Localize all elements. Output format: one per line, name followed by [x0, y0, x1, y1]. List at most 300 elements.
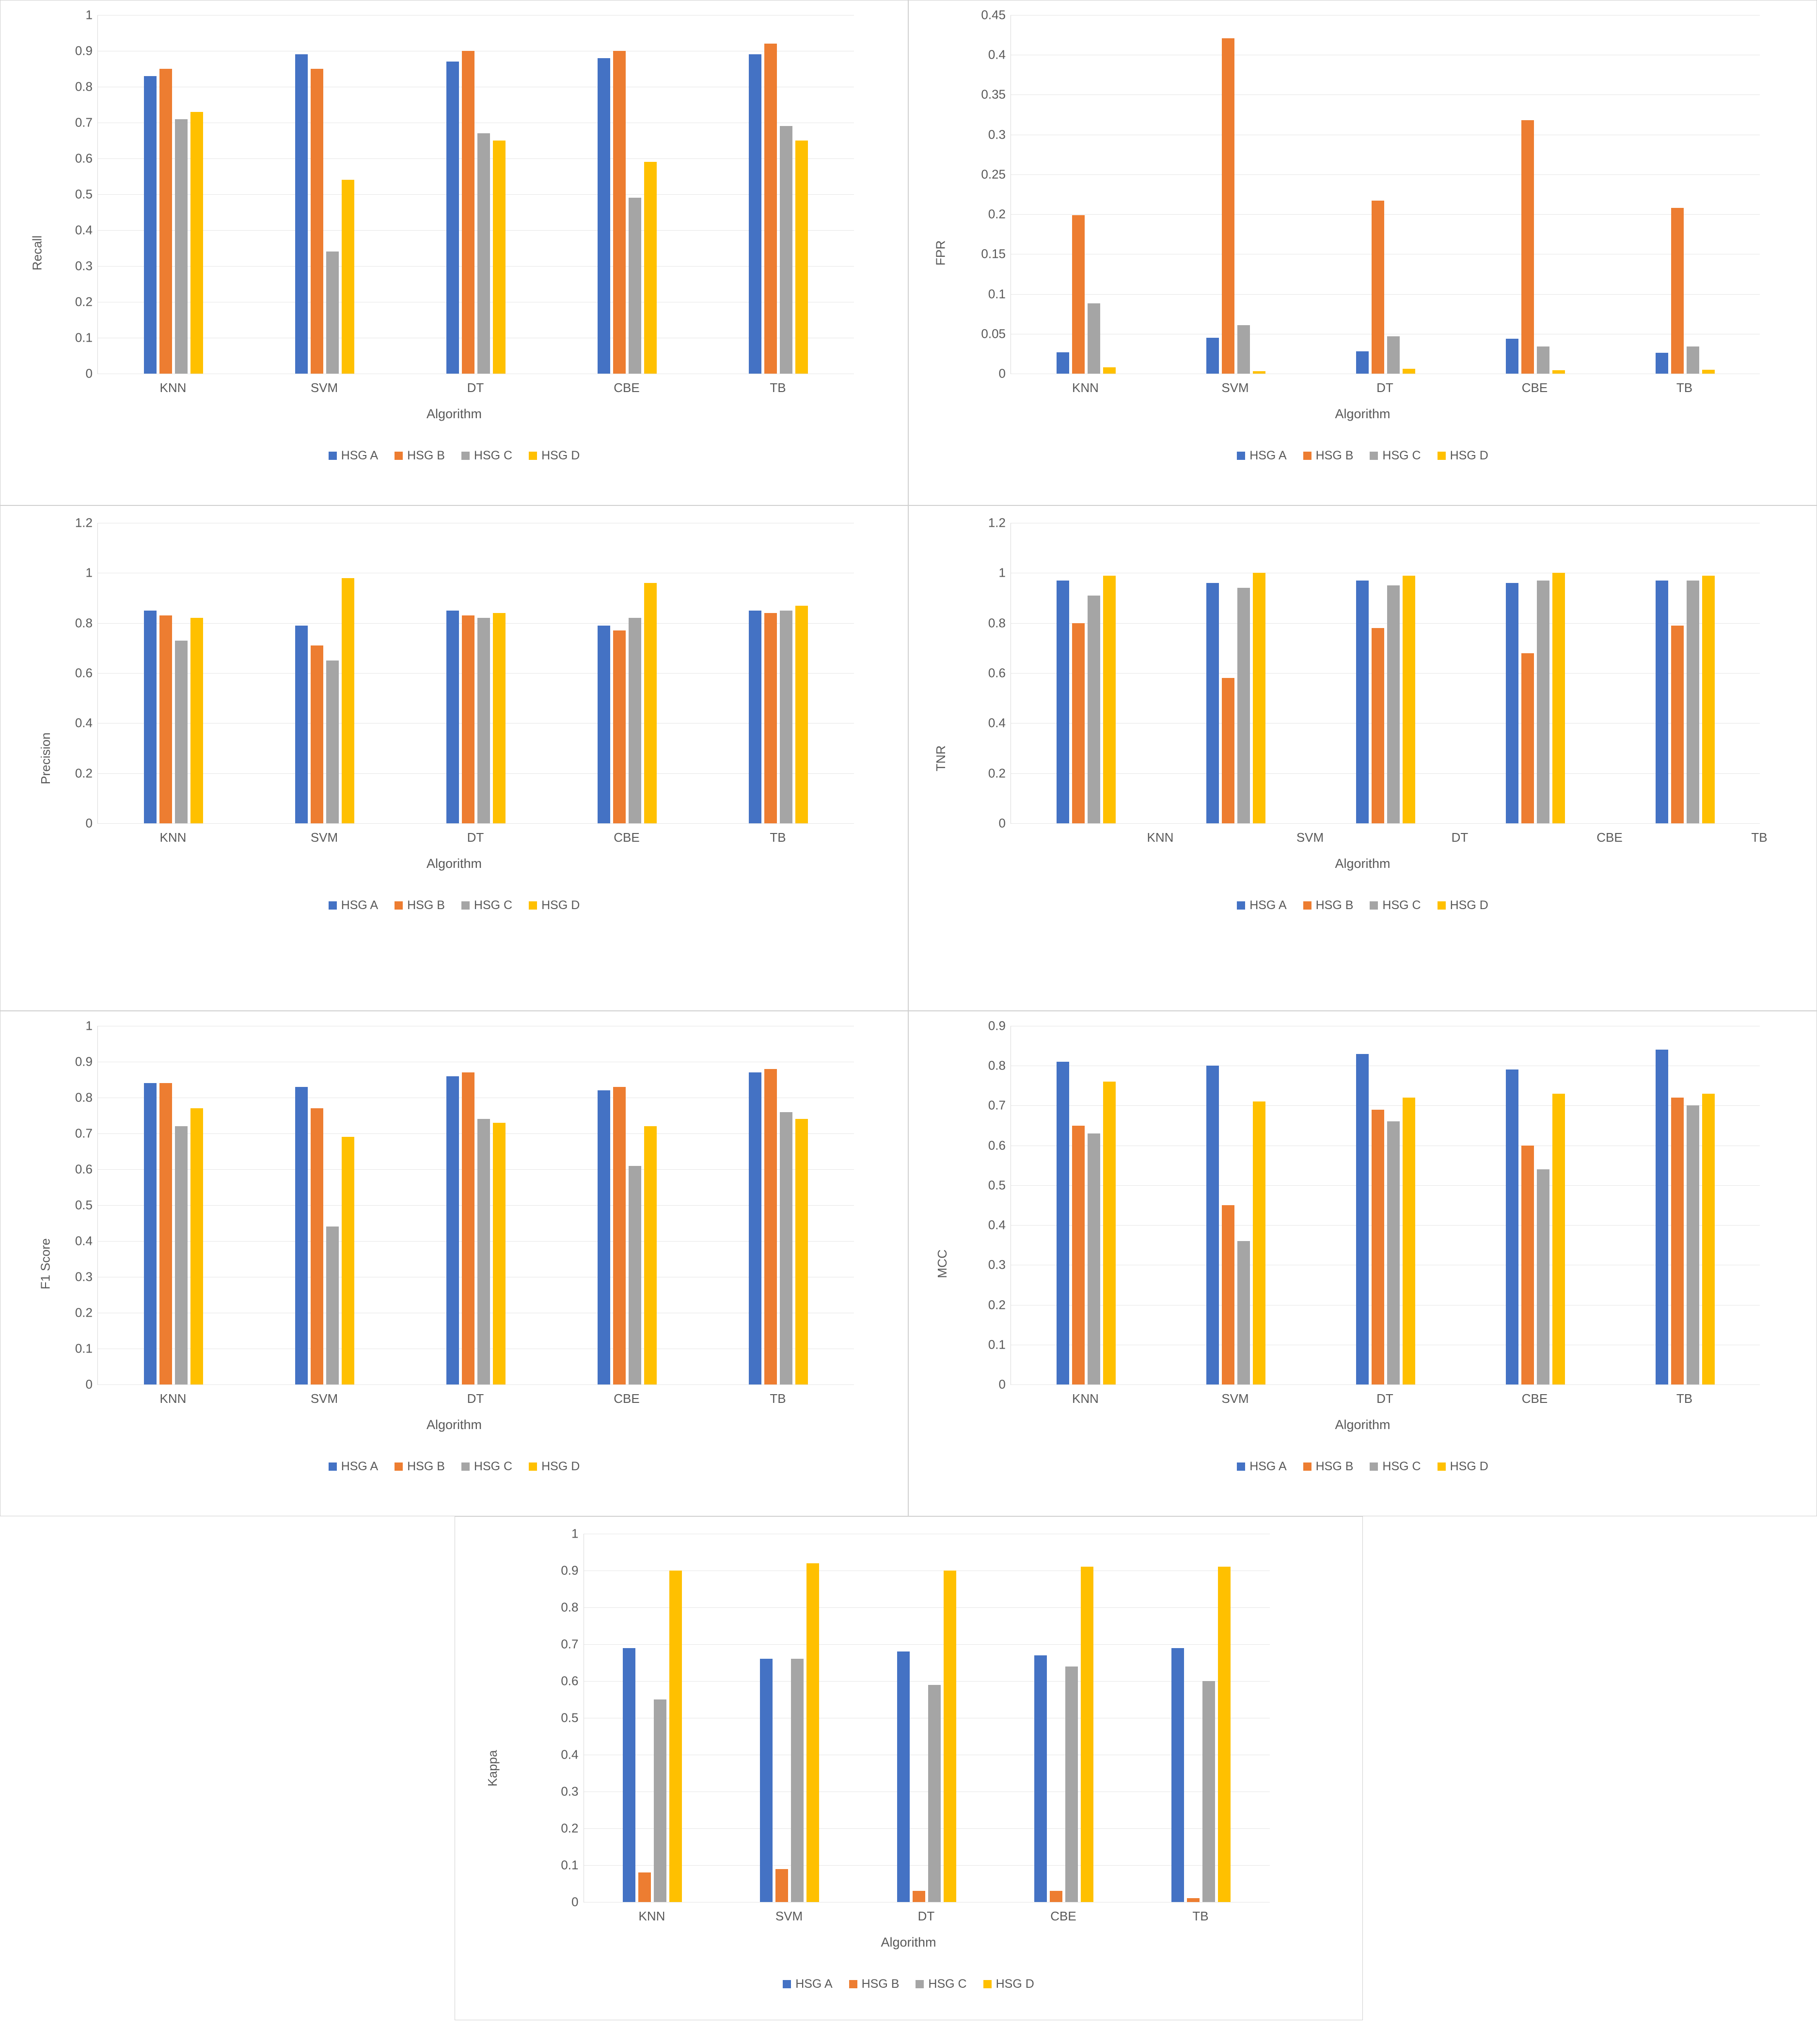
bar-hsg-b — [638, 1872, 651, 1902]
legend-label: HSG C — [474, 449, 513, 462]
bar-group — [98, 523, 249, 823]
y-tick-label: 0.4 — [561, 1747, 579, 1762]
gridline — [1011, 823, 1760, 824]
legend-label: HSG C — [1382, 1460, 1421, 1473]
y-tick-label: 0.9 — [75, 1054, 93, 1069]
legend-item-hsg-c[interactable] — [461, 449, 512, 463]
legend-label: HSG D — [541, 1460, 580, 1473]
legend-item-hsg-b[interactable] — [849, 1977, 900, 1991]
bar-group — [249, 1026, 400, 1384]
bar-hsg-a — [1171, 1648, 1184, 1902]
y-axis-title: Recall — [30, 235, 45, 270]
chart-panel-mcc — [908, 1011, 1817, 1516]
y-axis-title: MCC — [935, 1249, 950, 1278]
bar-hsg-c — [1237, 588, 1250, 823]
bar-hsg-d — [190, 1108, 203, 1384]
legend-swatch-icon — [1370, 452, 1378, 460]
legend-swatch-icon — [529, 1462, 537, 1471]
y-tick-label: 0.1 — [988, 286, 1006, 301]
y-tick-label: 0.8 — [75, 79, 93, 94]
legend — [0, 1460, 908, 1474]
bar-hsg-d — [1253, 371, 1265, 374]
chart-panel-precision — [0, 505, 908, 1011]
x-tick-label: DT — [917, 1909, 935, 1923]
bar-groups — [1011, 1026, 1760, 1384]
bar-hsg-a — [446, 611, 459, 823]
bar-group — [1610, 523, 1760, 823]
bar-hsg-d — [1702, 576, 1715, 824]
chart-area — [0, 1011, 908, 1516]
y-tick-label: 0.9 — [988, 1018, 1006, 1033]
y-axis-ticks — [49, 1018, 93, 1392]
legend — [0, 898, 908, 912]
legend-label: HSG C — [474, 1460, 513, 1473]
legend-item-hsg-b[interactable] — [395, 1460, 445, 1474]
bar-group — [1311, 1026, 1460, 1384]
y-tick-label: 0.3 — [988, 1257, 1006, 1272]
y-tick-label: 0.6 — [75, 1162, 93, 1177]
y-tick-label: 1 — [85, 1018, 93, 1033]
bar-group — [584, 1534, 721, 1902]
bar-hsg-b — [159, 1083, 172, 1384]
y-tick-label: 0.6 — [75, 665, 93, 680]
y-axis-title: TNR — [933, 745, 948, 771]
bar-hsg-d — [944, 1571, 956, 1902]
gridline — [1011, 1384, 1760, 1385]
legend-item-hsg-a[interactable] — [783, 1977, 832, 1991]
legend-label: HSG C — [1382, 449, 1421, 462]
bar-hsg-c — [1387, 1121, 1400, 1384]
x-axis-title: Algorithm — [426, 407, 482, 421]
bar-hsg-a — [1206, 583, 1219, 823]
bar-hsg-d — [644, 583, 657, 823]
legend-item-hsg-d[interactable] — [1438, 1460, 1488, 1474]
legend — [909, 1460, 1817, 1474]
legend-swatch-icon — [1237, 452, 1245, 460]
bar-hsg-a — [1057, 352, 1069, 374]
bar-hsg-b — [1222, 1205, 1234, 1384]
bar-group — [1610, 15, 1760, 374]
legend-item-hsg-b[interactable] — [1303, 449, 1354, 463]
legend-swatch-icon — [1303, 452, 1311, 460]
y-tick-label: 0.25 — [981, 167, 1006, 182]
y-axis-ticks — [962, 7, 1006, 381]
x-tick-label: TB — [770, 380, 786, 395]
y-axis-title: Kappa — [485, 1750, 500, 1787]
legend-label: HSG D — [1450, 1460, 1488, 1473]
legend-swatch-icon — [395, 452, 403, 460]
legend-label: HSG A — [795, 1977, 833, 1991]
y-tick-label: 0.2 — [988, 766, 1006, 781]
bar-hsg-d — [669, 1571, 682, 1902]
bar-hsg-b — [1521, 653, 1534, 823]
y-tick-label: 0.8 — [561, 1600, 579, 1615]
y-tick-label: 0.8 — [988, 615, 1006, 630]
y-tick-label: 0.2 — [75, 766, 93, 781]
bar-group — [703, 1026, 854, 1384]
bar-group — [1460, 1026, 1610, 1384]
legend-item-hsg-b[interactable] — [1303, 898, 1354, 912]
bar-hsg-b — [1072, 623, 1085, 823]
bar-hsg-b — [1671, 1098, 1684, 1384]
legend-item-hsg-a[interactable] — [329, 449, 378, 463]
y-tick-label: 0.3 — [561, 1784, 579, 1799]
y-tick-label: 0.7 — [75, 115, 93, 130]
bar-hsg-c — [629, 198, 641, 374]
bar-hsg-a — [295, 1087, 308, 1384]
x-axis-title: Algorithm — [1335, 407, 1390, 421]
legend-label: HSG C — [1382, 898, 1421, 912]
bar-hsg-c — [780, 1112, 792, 1384]
bar-hsg-b — [764, 44, 777, 374]
bar-hsg-a — [1656, 1050, 1668, 1384]
bar-hsg-b — [462, 1072, 474, 1384]
y-tick-label: 0.5 — [988, 1178, 1006, 1193]
bar-hsg-b — [1521, 120, 1534, 374]
bar-hsg-a — [295, 54, 308, 374]
legend-item-hsg-b[interactable] — [395, 898, 445, 912]
bar-hsg-c — [780, 611, 792, 823]
legend-swatch-icon — [1303, 901, 1311, 910]
legend-item-hsg-a[interactable] — [1237, 449, 1286, 463]
y-tick-label: 0.1 — [75, 330, 93, 345]
y-tick-label: 0.4 — [75, 222, 93, 237]
bar-hsg-a — [598, 58, 610, 374]
legend-item-hsg-d[interactable] — [983, 1977, 1034, 1991]
legend-item-hsg-d[interactable] — [529, 898, 580, 912]
x-tick-label: CBE — [614, 380, 640, 395]
legend-swatch-icon — [461, 1462, 470, 1471]
legend-item-hsg-a[interactable] — [329, 898, 378, 912]
bar-hsg-a — [144, 76, 157, 374]
y-tick-label: 0.15 — [981, 246, 1006, 261]
plot-area — [97, 523, 854, 824]
x-tick-label: CBE — [1521, 380, 1548, 395]
legend-item-hsg-b[interactable] — [395, 449, 445, 463]
x-axis-title: Algorithm — [426, 1417, 482, 1432]
legend — [0, 449, 908, 463]
plot-area — [97, 1026, 854, 1385]
bar-hsg-c — [326, 660, 339, 823]
bar-hsg-d — [1403, 1098, 1415, 1384]
y-axis-ticks — [962, 515, 1006, 831]
legend-swatch-icon — [529, 901, 537, 910]
bar-hsg-a — [446, 62, 459, 374]
legend-item-hsg-c[interactable] — [461, 898, 512, 912]
bar-hsg-c — [1387, 336, 1400, 374]
legend-swatch-icon — [1438, 452, 1446, 460]
legend-item-hsg-c[interactable] — [1370, 1460, 1421, 1474]
bar-hsg-d — [190, 112, 203, 374]
x-tick-label: SVM — [1221, 380, 1249, 395]
y-axis-ticks — [535, 1526, 579, 1909]
bar-group — [400, 523, 552, 823]
x-axis-labels — [1011, 380, 1759, 395]
y-tick-label: 0.4 — [75, 1233, 93, 1248]
bar-hsg-c — [1537, 346, 1549, 374]
bar-hsg-a — [1506, 339, 1518, 374]
bar-hsg-d — [1552, 370, 1565, 374]
x-axis-labels — [97, 1391, 853, 1406]
x-tick-label: CBE — [1596, 830, 1623, 845]
chart-panel-f1-score — [0, 1011, 908, 1516]
legend-item-hsg-d[interactable] — [1438, 449, 1488, 463]
bar-group — [703, 523, 854, 823]
x-axis-labels — [1011, 1391, 1759, 1406]
bar-hsg-a — [144, 611, 157, 823]
bar-hsg-a — [1656, 353, 1668, 374]
legend-swatch-icon — [395, 1462, 403, 1471]
bar-hsg-d — [1103, 1082, 1116, 1384]
y-tick-label: 0.5 — [75, 1197, 93, 1212]
bar-hsg-d — [342, 1137, 354, 1384]
x-axis-labels — [584, 1909, 1269, 1924]
legend-swatch-icon — [1370, 901, 1378, 910]
y-tick-label: 0.6 — [988, 665, 1006, 680]
bar-hsg-b — [1521, 1146, 1534, 1384]
y-tick-label: 1 — [85, 7, 93, 22]
bar-hsg-a — [598, 626, 610, 823]
y-tick-label: 1.2 — [75, 515, 93, 530]
y-tick-label: 0.4 — [988, 715, 1006, 730]
x-axis-labels — [97, 380, 853, 395]
charts-bottom-row — [0, 1516, 1817, 2020]
legend-item-hsg-c[interactable] — [1370, 449, 1421, 463]
bar-hsg-d — [795, 1119, 808, 1384]
legend-label: HSG A — [341, 1460, 379, 1473]
legend-label: HSG D — [541, 449, 580, 462]
bar-group — [400, 15, 552, 374]
chart-area — [0, 0, 908, 505]
x-tick-label: DT — [467, 1391, 484, 1406]
bar-hsg-a — [1034, 1655, 1047, 1902]
bar-hsg-d — [644, 162, 657, 374]
gridline — [98, 1384, 854, 1385]
bar-hsg-c — [1687, 1105, 1699, 1384]
x-tick-label: CBE — [1050, 1909, 1076, 1923]
legend-item-hsg-a[interactable] — [1237, 1460, 1286, 1474]
x-tick-label: SVM — [775, 1909, 803, 1923]
bar-hsg-b — [1372, 201, 1384, 374]
x-tick-label: SVM — [310, 830, 338, 845]
legend-swatch-icon — [1438, 1462, 1446, 1471]
legend-swatch-icon — [461, 901, 470, 910]
y-axis-ticks — [962, 1018, 1006, 1392]
chart-area — [909, 506, 1817, 1010]
bar-hsg-c — [477, 1119, 490, 1384]
bar-hsg-c — [1687, 581, 1699, 823]
y-tick-label: 0.3 — [75, 1269, 93, 1284]
x-tick-label: DT — [1451, 830, 1469, 845]
plot-area — [584, 1534, 1270, 1902]
bar-group — [1311, 15, 1460, 374]
bar-hsg-a — [1356, 581, 1369, 823]
plot-area — [1011, 1026, 1760, 1385]
bar-hsg-a — [623, 1648, 635, 1902]
x-tick-label: SVM — [1296, 830, 1324, 845]
bar-hsg-c — [1537, 581, 1549, 823]
y-tick-label: 0.8 — [988, 1058, 1006, 1073]
bar-groups — [1011, 523, 1760, 823]
legend-label: HSG D — [541, 898, 580, 912]
legend-item-hsg-c[interactable] — [461, 1460, 512, 1474]
legend-item-hsg-c[interactable] — [916, 1977, 966, 1991]
x-tick-label: KNN — [1072, 1391, 1099, 1406]
legend-label: HSG B — [407, 449, 445, 462]
x-tick-label: SVM — [310, 380, 338, 395]
y-tick-label: 0.2 — [988, 206, 1006, 221]
x-tick-label: KNN — [159, 380, 187, 395]
bar-group — [858, 1534, 995, 1902]
y-tick-label: 0.9 — [75, 43, 93, 58]
bar-hsg-c — [629, 618, 641, 823]
legend-label: HSG A — [341, 898, 379, 912]
y-axis-title: FPR — [933, 240, 948, 266]
bar-hsg-c — [1088, 1133, 1100, 1384]
plot-area — [1011, 15, 1760, 374]
bar-hsg-a — [144, 1083, 157, 1384]
y-tick-label: 0.4 — [75, 715, 93, 730]
legend-swatch-icon — [1303, 1462, 1311, 1471]
bar-hsg-a — [1057, 1062, 1069, 1384]
bar-group — [400, 1026, 552, 1384]
bar-hsg-d — [1218, 1567, 1231, 1902]
y-tick-label: 0.3 — [75, 258, 93, 273]
y-axis-ticks — [49, 7, 93, 381]
chart-area — [455, 1517, 1362, 2020]
bar-hsg-b — [311, 645, 323, 823]
bar-group — [721, 1534, 858, 1902]
bar-hsg-b — [1372, 1110, 1384, 1384]
plot-area — [97, 15, 854, 374]
x-axis-title: Algorithm — [881, 1935, 936, 1950]
x-tick-label: DT — [467, 830, 484, 845]
bar-hsg-d — [493, 1123, 506, 1384]
bar-hsg-c — [1202, 1681, 1215, 1902]
y-tick-label: 0.4 — [988, 47, 1006, 62]
x-axis-title: Algorithm — [1335, 856, 1390, 871]
legend-swatch-icon — [849, 1980, 857, 1988]
bar-hsg-d — [190, 618, 203, 823]
chart-area — [0, 506, 908, 1010]
bar-hsg-c — [1088, 303, 1100, 374]
legend-item-hsg-d[interactable] — [529, 449, 580, 463]
x-tick-label: SVM — [310, 1391, 338, 1406]
bar-hsg-c — [1065, 1667, 1078, 1902]
bar-hsg-d — [795, 141, 808, 374]
bar-hsg-c — [1237, 1241, 1250, 1384]
bar-group — [1011, 1026, 1161, 1384]
bar-groups — [1011, 15, 1760, 374]
x-tick-label: KNN — [159, 1391, 187, 1406]
legend-item-hsg-a[interactable] — [329, 1460, 378, 1474]
y-axis-ticks — [49, 515, 93, 831]
legend-label: HSG B — [1315, 898, 1354, 912]
y-tick-label: 0.2 — [75, 294, 93, 309]
x-tick-label: TB — [1192, 1909, 1209, 1923]
bar-hsg-a — [749, 611, 761, 823]
y-tick-label: 0.1 — [561, 1857, 579, 1872]
bar-hsg-a — [1506, 1069, 1518, 1384]
bar-hsg-d — [493, 141, 506, 374]
legend-label: HSG B — [407, 898, 445, 912]
bar-hsg-c — [326, 1226, 339, 1384]
legend-swatch-icon — [1237, 1462, 1245, 1471]
y-tick-label: 0.5 — [75, 187, 93, 202]
x-tick-label: KNN — [638, 1909, 665, 1923]
bar-hsg-b — [311, 69, 323, 374]
y-tick-label: 0.4 — [988, 1217, 1006, 1232]
x-tick-label: DT — [1376, 380, 1393, 395]
bar-group — [1460, 15, 1610, 374]
x-tick-label: TB — [770, 830, 786, 845]
bar-hsg-b — [1671, 626, 1684, 823]
bar-group — [1133, 1534, 1270, 1902]
bar-hsg-c — [326, 252, 339, 374]
bar-group — [1161, 1026, 1311, 1384]
bar-hsg-a — [760, 1659, 773, 1902]
legend-label: HSG B — [407, 1460, 445, 1473]
y-tick-label: 0.6 — [988, 1138, 1006, 1153]
y-tick-label: 0.8 — [75, 1090, 93, 1105]
bar-hsg-b — [1072, 215, 1085, 374]
y-tick-label: 0.05 — [981, 326, 1006, 341]
bar-hsg-d — [1403, 369, 1415, 374]
bar-hsg-c — [477, 133, 490, 374]
chart-panel-kappa — [455, 1516, 1363, 2020]
bar-group — [703, 15, 854, 374]
bar-hsg-d — [1552, 1094, 1565, 1384]
legend-item-hsg-d[interactable] — [1438, 898, 1488, 912]
bar-hsg-d — [342, 180, 354, 374]
legend-item-hsg-a[interactable] — [1237, 898, 1286, 912]
legend-item-hsg-b[interactable] — [1303, 1460, 1354, 1474]
bar-group — [98, 1026, 249, 1384]
y-tick-label: 0.2 — [75, 1305, 93, 1320]
legend-label: HSG B — [861, 1977, 900, 1991]
legend-label: HSG A — [341, 449, 379, 462]
bar-group — [249, 523, 400, 823]
x-tick-label: CBE — [614, 1391, 640, 1406]
legend-swatch-icon — [329, 1462, 337, 1471]
chart-panel-tnr — [908, 505, 1817, 1011]
bar-group — [552, 523, 703, 823]
y-tick-label: 0 — [998, 816, 1006, 831]
bar-hsg-a — [1356, 351, 1369, 374]
legend-label: HSG D — [1450, 898, 1488, 912]
y-tick-label: 0.2 — [561, 1821, 579, 1836]
bar-group — [995, 1534, 1133, 1902]
legend-item-hsg-c[interactable] — [1370, 898, 1421, 912]
y-tick-label: 0.7 — [75, 1126, 93, 1141]
bar-group — [552, 15, 703, 374]
bar-hsg-b — [159, 69, 172, 374]
y-tick-label: 0.9 — [561, 1563, 579, 1578]
x-tick-label: TB — [1676, 1391, 1693, 1406]
legend-label: HSG D — [1450, 449, 1488, 462]
y-tick-label: 0.2 — [988, 1297, 1006, 1312]
bar-hsg-b — [462, 51, 474, 374]
bar-hsg-a — [1206, 338, 1219, 374]
legend-label: HSG B — [1315, 449, 1354, 462]
legend — [455, 1977, 1362, 1991]
legend-item-hsg-d[interactable] — [529, 1460, 580, 1474]
y-tick-label: 0 — [998, 1377, 1006, 1392]
bar-hsg-a — [1206, 1066, 1219, 1384]
bar-hsg-c — [175, 1126, 188, 1384]
bar-hsg-a — [749, 1072, 761, 1384]
bar-hsg-c — [780, 126, 792, 374]
